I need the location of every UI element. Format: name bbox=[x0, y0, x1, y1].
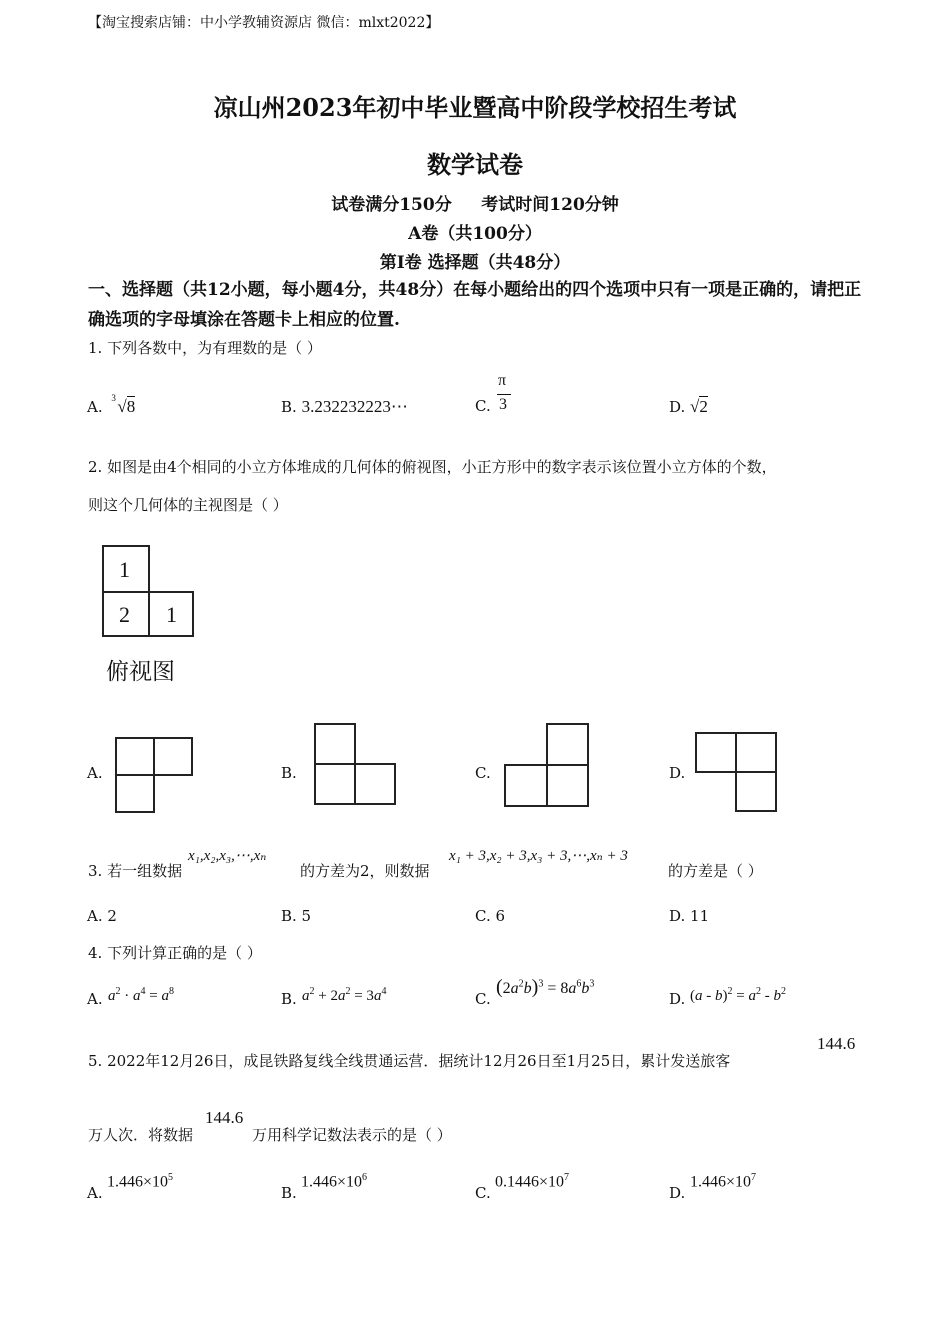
q3-prefix: 3. 若一组数据 bbox=[88, 862, 183, 880]
q1-option-b bbox=[281, 397, 408, 417]
topview-cell-value: 2 bbox=[119, 602, 130, 627]
q1-option-d: D. √2 bbox=[669, 397, 708, 416]
q5-d-coef: 1.446 bbox=[690, 1173, 726, 1191]
topview-cell-bottom-left bbox=[102, 591, 150, 637]
q5-c-exp: 7 bbox=[564, 1172, 570, 1183]
q4-option-c-label: C. bbox=[475, 990, 491, 1008]
q1-option-c bbox=[475, 397, 491, 415]
q2-option-d-label: D. bbox=[669, 764, 686, 782]
q2-stem-line2: 则这个几何体的主视图是（ ） bbox=[88, 496, 288, 514]
q5-line1: 5. 2022年12月26日，成昆铁路复线全线贯通运营．据统计12月26日至1月25日，累计发送旅客 bbox=[88, 1052, 731, 1070]
exam-info: 试卷满分150分 考试时间120分钟 bbox=[331, 195, 619, 215]
q2-option-a-figure bbox=[115, 737, 195, 815]
q5-b-exp: 6 bbox=[362, 1172, 368, 1183]
exam-subject: 数学试卷 bbox=[427, 150, 523, 179]
q2-option-c-figure bbox=[504, 723, 592, 809]
q5-option-a-label: A. bbox=[87, 1184, 103, 1202]
q5-option-b-label: B. bbox=[281, 1184, 297, 1202]
q5-c-coef: 0.1446 bbox=[495, 1173, 539, 1191]
q5-b-coef: 1.446 bbox=[301, 1173, 337, 1191]
q4-option-d-label: D. bbox=[669, 990, 686, 1008]
q4-option-a-label: A. bbox=[87, 990, 103, 1008]
q4-option-a-expr: $a^2 \cdot a^4 = a^8$ bbox=[108, 986, 174, 1004]
exam-part-a: A卷（共100分） bbox=[408, 224, 542, 244]
q4-option-d-expr: $(a - b)^2 = a^2 - b^2$ bbox=[690, 986, 786, 1004]
q1-d-label: D. bbox=[669, 398, 686, 416]
q3-option-b: B. 5 bbox=[281, 907, 312, 925]
q5-option-c-expr: $0.1446\times 10^7$ bbox=[495, 1172, 570, 1191]
q1-d-radicand: 2 bbox=[699, 397, 708, 416]
q5-num-1: 144.6 bbox=[817, 1034, 856, 1053]
q5-option-d-label: D. bbox=[669, 1184, 686, 1202]
q5-line2a: 万人次．将数据 bbox=[88, 1126, 194, 1144]
q4-stem: 4. 下列计算正确的是（ ） bbox=[88, 944, 262, 962]
q1-a-label: A. bbox=[87, 398, 103, 416]
q3-option-a: A. 2 bbox=[87, 907, 117, 925]
q1-b-label: B. bbox=[281, 398, 297, 416]
q2-option-b-figure bbox=[314, 723, 398, 807]
q2-option-b-label: B. bbox=[281, 764, 297, 782]
q4-option-b-expr: $a^2 + 2a^2 = 3a^4$ bbox=[302, 986, 387, 1004]
q3-data1: x₁,x₂,x₃,⋯,xₙ bbox=[188, 848, 267, 864]
exam-section1: 第Ⅰ卷 选择题（共48分） bbox=[379, 253, 571, 273]
topview-cell-top bbox=[102, 545, 150, 593]
q1-c-numerator: π bbox=[498, 372, 507, 389]
q3-suffix: 的方差是（ ） bbox=[668, 862, 763, 880]
q2-option-a-label: A. bbox=[87, 764, 103, 782]
q5-num-2: 144.6 bbox=[205, 1108, 244, 1127]
q5-a-exp: 5 bbox=[168, 1172, 174, 1183]
q3-option-c: C. 6 bbox=[475, 907, 506, 925]
q5-a-coef: 1.446 bbox=[107, 1173, 143, 1191]
q4-option-b-label: B. bbox=[281, 990, 297, 1008]
topview-cell-value: 1 bbox=[166, 602, 177, 627]
q3-data2: x₁ + 3,x₂ + 3,x₃ + 3,⋯,xₙ + 3 bbox=[449, 848, 628, 864]
q5-option-a-expr: $1.446\times 10^5$ bbox=[107, 1172, 174, 1191]
topview-caption: 俯视图 bbox=[106, 659, 175, 685]
q1-c-label: C. bbox=[475, 397, 491, 415]
q3-option-d: D. 11 bbox=[669, 907, 710, 925]
exam-title: 凉山州2023年初中毕业暨高中阶段学校招生考试 bbox=[213, 93, 737, 122]
q5-d-exp: 7 bbox=[751, 1172, 757, 1183]
instructions: 一、选择题（共12小题，每小题4分，共48分）在每小题给出的四个选项中只有一项是正确的，请把正确选项的字母填涂在答题卡上相应的位置. bbox=[88, 280, 862, 330]
q1-option-a bbox=[87, 393, 136, 417]
q5-option-c-label: C. bbox=[475, 1184, 491, 1202]
page-header: 【淘宝搜索店铺：中小学教辅资源店 微信：mlxt2022】 bbox=[88, 15, 440, 31]
q2-stem-line1: 2. 如图是由4个相同的小立方体堆成的几何体的俯视图，小正方形中的数字表示该位置小立方体的个数， bbox=[88, 458, 777, 476]
q5-option-b-expr: $1.446\times 10^6$ bbox=[301, 1172, 368, 1191]
q5-option-d-expr: $1.446\times 10^7$ bbox=[690, 1172, 757, 1191]
q3-middle: 的方差为2，则数据 bbox=[300, 862, 430, 880]
q1-a-index: 3 bbox=[111, 393, 116, 403]
q2-option-c-label: C. bbox=[475, 764, 491, 782]
q1-stem: 1. 下列各数中，为有理数的是（ ） bbox=[88, 339, 322, 357]
q2-option-d-figure bbox=[695, 732, 779, 814]
q5-line2b: 万用科学记数法表示的是（ ） bbox=[252, 1126, 452, 1144]
q4-option-c-expr: $(2a^2b)^3 = 8a^6b^3$ bbox=[496, 976, 595, 998]
q1-c-fraction-bar bbox=[497, 394, 511, 395]
topview-cell-value: 1 bbox=[119, 557, 130, 582]
topview-cell-bottom-right bbox=[148, 591, 194, 637]
q1-c-denominator: 3 bbox=[499, 396, 507, 413]
q1-b-value: 3.232232223⋯ bbox=[301, 397, 408, 416]
q1-a-radicand: 8 bbox=[126, 397, 136, 416]
q1-a-cube-root: 3 √8 bbox=[111, 393, 136, 416]
